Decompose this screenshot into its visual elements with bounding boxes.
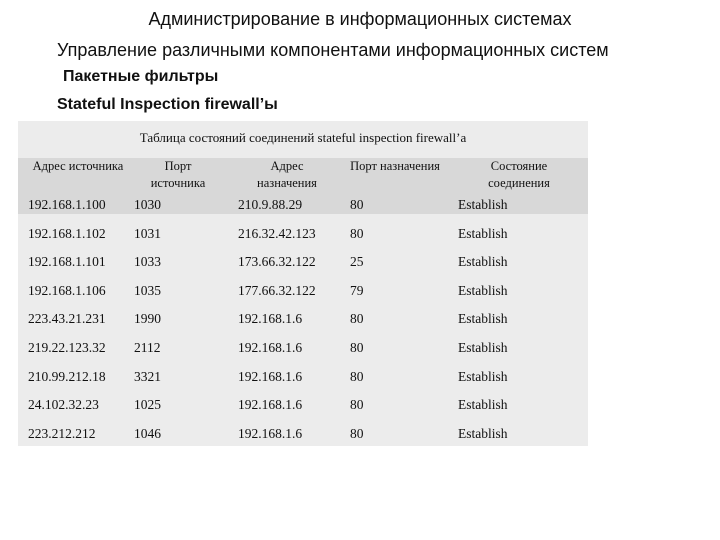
column-header-source-address: Адрес источника [32,159,124,173]
cell-source-address: 192.168.1.101 [28,254,106,270]
cell-destination-address: 192.168.1.6 [238,397,303,413]
cell-destination-address: 192.168.1.6 [238,425,303,441]
cell-source-address: 192.168.1.100 [28,197,106,212]
slide-title: Администрирование в информационных системах [148,9,572,29]
table-row [18,334,588,363]
cell-source-port: 1035 [134,282,161,298]
cell-source-port: 1031 [134,225,161,241]
cell-source-port: 3321 [134,368,161,384]
cell-connection-state: Establish [458,282,508,298]
table-row [18,391,588,420]
table-caption: Таблица состояний соединений stateful inspection firewall’а [139,130,467,145]
cell-destination-address: 173.66.32.122 [238,254,316,270]
cell-destination-port: 80 [350,397,364,413]
cell-connection-state: Establish [458,197,508,212]
column-header-destination-address: Адрес назначения [257,159,317,190]
cell-source-port: 2112 [134,340,161,355]
cell-destination-address: 192.168.1.6 [238,368,303,384]
cell-source-address: 223.43.21.231 [28,311,106,327]
cell-connection-state: Establish [458,311,508,327]
cell-source-port: 1030 [134,197,161,212]
cell-destination-port: 80 [350,425,364,441]
cell-destination-port: 80 [350,225,364,241]
cell-source-address: 192.168.1.102 [28,225,106,241]
table-row [18,220,588,249]
cell-connection-state: Establish [458,425,508,441]
cell-source-port: 1033 [134,254,161,270]
column-header-destination-port: Порт назначения [350,159,440,173]
cell-source-address: 210.99.212.18 [28,368,106,384]
cell-destination-port: 80 [350,197,364,212]
slide-subtitle: Управление различными компонентами информационных систем [57,40,609,60]
cell-destination-port: 80 [350,368,364,384]
table-row [18,305,588,334]
cell-connection-state: Establish [458,340,508,355]
cell-destination-port: 80 [350,311,364,327]
cell-destination-address: 210.9.88.29 [238,197,303,212]
cell-destination-address: 177.66.32.122 [238,282,316,298]
cell-destination-port: 25 [350,254,364,270]
table-row [18,277,588,306]
subsection-heading: Stateful Inspection firewall’ы [57,96,278,113]
cell-source-port: 1046 [134,425,161,441]
section-heading: Пакетные фильтры [63,68,219,85]
connection-state-table [18,121,588,446]
cell-source-address: 192.168.1.106 [28,282,106,298]
cell-connection-state: Establish [458,368,508,384]
cell-destination-address: 192.168.1.6 [238,311,303,327]
table-row [18,363,588,392]
cell-source-port: 1025 [134,397,161,413]
column-header-source-port: Порт источника [150,159,206,190]
table-row [18,420,588,449]
table-row [18,248,588,277]
cell-connection-state: Establish [458,254,508,270]
cell-destination-address: 216.32.42.123 [238,225,316,241]
cell-connection-state: Establish [458,397,508,413]
cell-destination-address: 192.168.1.6 [238,340,303,355]
cell-source-address: 223.212.212 [28,425,96,441]
cell-destination-port: 80 [350,340,364,355]
cell-connection-state: Establish [458,225,508,241]
cell-destination-port: 79 [350,282,364,298]
table-row [18,191,588,220]
cell-source-port: 1990 [134,311,161,327]
cell-source-address: 219.22.123.32 [28,340,106,355]
cell-source-address: 24.102.32.23 [28,397,99,413]
column-header-connection-state: Состояние соединения [488,159,550,190]
